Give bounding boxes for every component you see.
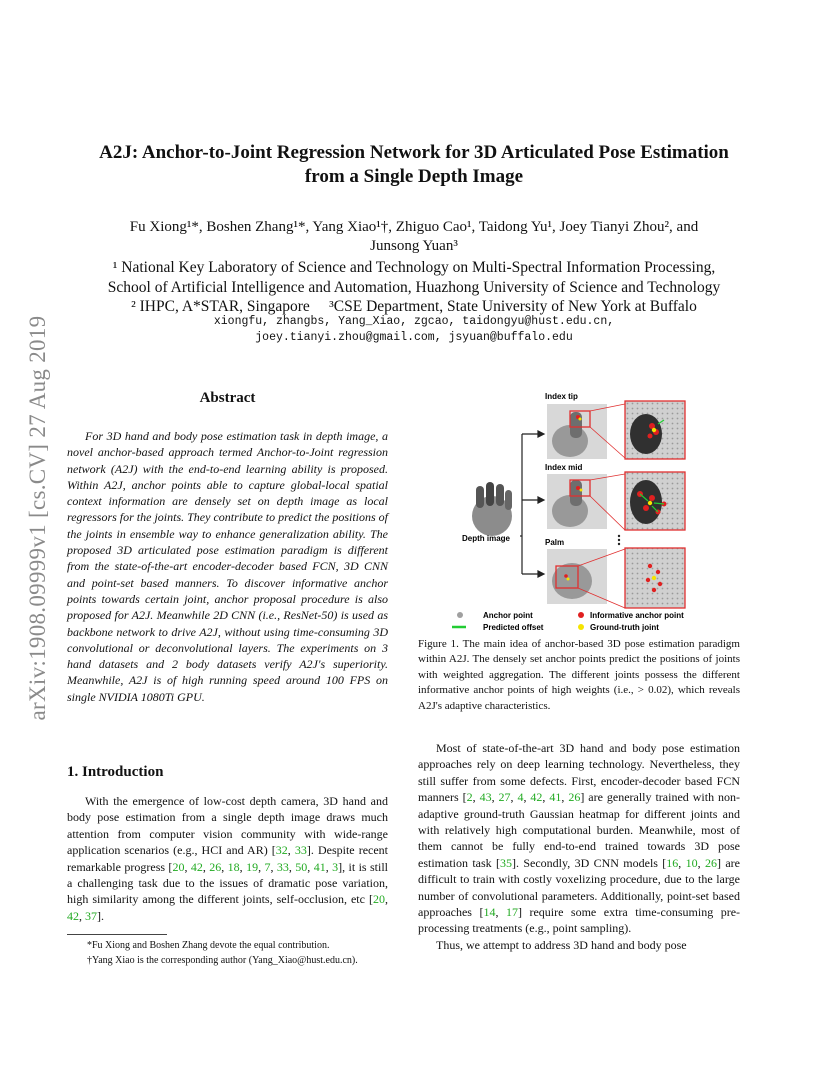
footnote-corresponding-author: †Yang Xiao is the corresponding author (Yang_Xiao@hust.edu.cn). [87,954,358,966]
citation-link[interactable]: 7 [264,859,271,874]
citation-link[interactable]: 26 [209,859,222,874]
abstract-text: For 3D hand and body pose estimation task in depth image, a novel anchor-based approach termed Anchor-to-Joint regression network (A2J) with the end-to-end learning ability is proposed. Within A2J, anchor points able to capture global-local spatial context information are densely set on depth image as local regressors for the joints. They contribute to predict the positions of the joints in ensemble way to enhance generalization ability. The proposed 3D articulated pose estimation paradigm is different from the state-of-the-art encoder-decoder based FCN, 3D CNN and point-set based manners. To discover informative anchor points towards certain joint, anchor proposal procedure is also proposed for A2J. Meanwhile 2D CNN (i.e., ResNet-50) is used as backbone network to drive A2J, without using time-consuming 3D convolutional or deconvolutional layers. The experiments on 3 hand datasets and 2 body datasets verify A2J's superiority. Meanwhile, A2J is of high running speed around 100 FPS on single NVIDIA 1080Ti GPU. [67,429,388,704]
citation-link[interactable]: 14 [483,905,496,920]
emails: xiongfu, zhangbs, Yang_Xiao, zgcao, taidongyu@hust.edu.cn, joey.tianyi.zhou@gmail.com, jsyuan@buffalo.edu [213,315,615,344]
arxiv-stamp: arXiv:1908.09999v1 [cs.CV] 27 Aug 2019 [25,315,50,720]
legend-informative: Informative anchor point [590,611,684,620]
citation-link[interactable]: 50 [295,859,308,874]
citation-link[interactable]: 20 [172,859,185,874]
citation-link[interactable]: 16 [666,855,679,870]
authors: Fu Xiong¹*, Boshen Zhang¹*, Yang Xiao¹†, Zhiguo Cao¹, Taidong Yu¹, Joey Tianyi Zhou², and Junsong Yuan³ [129,219,699,254]
index-tip-panel [547,401,685,459]
citation-link[interactable]: 33 [294,843,307,858]
citation-link[interactable]: 42 [67,908,79,923]
intro-paragraph: With the emergence of low-cost depth camera, 3D hand and body pose estimation from a single depth image draws much attention from computer vision community with wide-range application scenarios (e.g., HCI and AR) [32, 33]. Despite recent remarkable progress [20, 42, 26, 18, 19, 7, 33, 50, 41, 3], it is still a challenging task due to the issues of dramatic pose variation, high similarity among the different joints, self-occlusion, etc [20, 42, 37]. [67,794,389,923]
label-palm: Palm [545,538,565,547]
legend-anchor: Anchor point [483,611,533,620]
citation-link[interactable]: 20 [373,892,385,907]
legend-offset: Predicted offset [483,623,544,632]
affiliations: ¹ National Key Laboratory of Science and Technology on Multi-Spectral Information Processing, School of Artificial Intelligence and Automation, Huazhong University of Science and Technology ² IHPC, A*STAR, Singapore ³CSE Department, State University of New York at Buffalo [107,259,721,315]
citation-link[interactable]: 17 [505,905,518,920]
citation-link[interactable]: 27 [498,790,511,805]
figure-1-caption: Figure 1. The main idea of anchor-based 3D pose estimation paradigm within A2J. The densely set anchor points predict the positions of joints with weighted aggregation. The different joints possess the different informative anchor points of high weights (i.e., > 0.02), which reveals A2J's adaptive characteristics. [418,638,740,712]
body-paragraph: Most of state-of-the-art 3D hand and body pose estimation approaches rely on deep learning technology. Nevertheless, they still suffer from some defects. First, encoder-decoder based FCN manners [2, 43, 27, 4, 42, 41, 26] are generally trained with non-adaptive ground-truth Gaussian heatmap for different joints and with relatively high computational burden. Meanwhile, most of them cannot be fully end-to-end trained towards 3D pose estimation task [35]. Secondly, 3D CNN models [16, 10, 26] are difficult to train with costly voxelizing procedure, due to the large number of convolutional parameters. Additionally, point-set based approaches [14, 17] require some extra time-consuming pre-processing treatments (e.g., point sampling). [418,741,741,936]
label-index-mid: Index mid [545,463,583,472]
abstract-heading: Abstract [199,390,256,406]
citation-link[interactable]: 10 [685,855,698,870]
index-mid-panel [547,472,685,530]
legend-informative-swatch [578,612,584,618]
citation-link[interactable]: 32 [275,843,288,858]
figure-1 [420,386,740,636]
more-rows-ellipsis [618,535,620,545]
intro-heading: 1. Introduction [67,764,164,780]
citation-link[interactable]: 3 [332,859,339,874]
depth-image [460,474,520,536]
citation-link[interactable]: 26 [705,855,718,870]
citation-link[interactable]: 2 [466,790,473,805]
citation-link[interactable]: 18 [227,859,240,874]
legend-anchor-swatch [457,612,463,618]
footnotes [67,939,397,968]
legend-gt-swatch [578,624,584,630]
citation-link[interactable]: 37 [85,908,97,923]
citation-link[interactable]: 41 [313,859,326,874]
figure-legend [452,611,684,632]
citation-link[interactable]: 33 [276,859,289,874]
connector-arrows [520,431,544,577]
body-paragraph: Thus, we attempt to address 3D hand and body pose [436,937,687,952]
citation-link[interactable]: 26 [568,790,581,805]
footnote-equal-contribution: *Fu Xiong and Boshen Zhang devote the equal contribution. [87,940,330,951]
paper-title: A2J: Anchor-to-Joint Regression Network for 3D Articulated Pose Estimation from a Single Depth Image [99,142,729,187]
label-index-tip: Index tip [545,392,578,401]
label-depth-image: Depth image [462,534,511,543]
legend-gt: Ground-truth joint [590,623,659,632]
citation-link[interactable]: 41 [549,790,562,805]
citation-link[interactable]: 19 [246,859,259,874]
right-column-text [418,740,740,953]
citation-link[interactable]: 43 [479,790,492,805]
palm-panel [547,548,685,608]
citation-link[interactable]: 42 [530,790,543,805]
citation-link[interactable]: 35 [500,855,513,870]
footnote-divider [67,934,167,935]
citation-link[interactable]: 42 [190,859,203,874]
citation-link[interactable]: 4 [517,790,524,805]
